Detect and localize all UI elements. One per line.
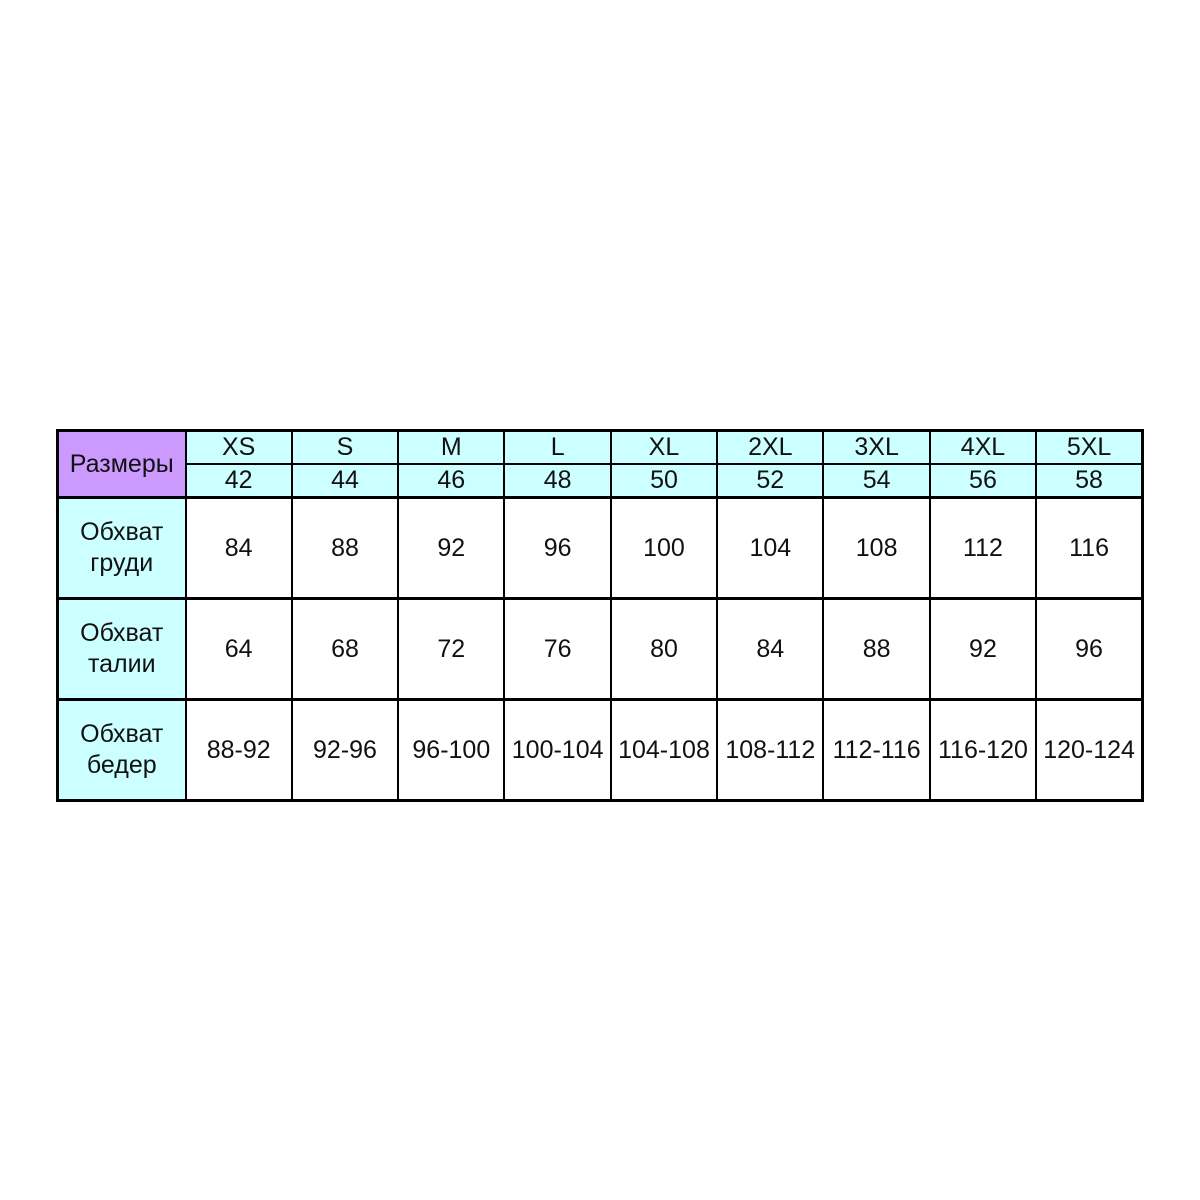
hips-value: 92-96 xyxy=(292,700,398,801)
chest-row-label: Обхват груди xyxy=(58,498,186,599)
waist-value: 84 xyxy=(717,599,823,700)
size-header-m: M xyxy=(398,431,504,465)
size-header-l: L xyxy=(504,431,610,465)
chest-value: 88 xyxy=(292,498,398,599)
chest-value: 84 xyxy=(186,498,292,599)
chest-value: 104 xyxy=(717,498,823,599)
chest-value: 92 xyxy=(398,498,504,599)
waist-value: 96 xyxy=(1036,599,1142,700)
hips-value: 96-100 xyxy=(398,700,504,801)
hips-value: 88-92 xyxy=(186,700,292,801)
size-number-50: 50 xyxy=(611,464,717,498)
size-number-46: 46 xyxy=(398,464,504,498)
size-numbers-row xyxy=(58,464,1143,498)
waist-row-label: Обхват талии xyxy=(58,599,186,700)
size-header-3xl: 3XL xyxy=(823,431,929,465)
chest-value: 100 xyxy=(611,498,717,599)
size-chart-table xyxy=(56,429,1144,802)
chest-value: 108 xyxy=(823,498,929,599)
sizes-corner-cell: Размеры xyxy=(58,431,186,498)
hips-value: 108-112 xyxy=(717,700,823,801)
size-number-54: 54 xyxy=(823,464,929,498)
hips-value: 116-120 xyxy=(930,700,1036,801)
size-header-2xl: 2XL xyxy=(717,431,823,465)
size-header-s: S xyxy=(292,431,398,465)
waist-value: 88 xyxy=(823,599,929,700)
size-header-xl: XL xyxy=(611,431,717,465)
size-number-58: 58 xyxy=(1036,464,1142,498)
size-number-56: 56 xyxy=(930,464,1036,498)
size-header-5xl: 5XL xyxy=(1036,431,1142,465)
chest-value: 96 xyxy=(504,498,610,599)
waist-value: 72 xyxy=(398,599,504,700)
waist-value: 68 xyxy=(292,599,398,700)
hips-value: 120-124 xyxy=(1036,700,1142,801)
size-number-52: 52 xyxy=(717,464,823,498)
chest-value: 112 xyxy=(930,498,1036,599)
hips-row-label: Обхват бедер xyxy=(58,700,186,801)
waist-value: 80 xyxy=(611,599,717,700)
size-header-xs: XS xyxy=(186,431,292,465)
size-number-48: 48 xyxy=(504,464,610,498)
hips-value: 100-104 xyxy=(504,700,610,801)
size-letters-row xyxy=(58,431,1143,465)
size-number-42: 42 xyxy=(186,464,292,498)
waist-value: 76 xyxy=(504,599,610,700)
waist-value: 92 xyxy=(930,599,1036,700)
hips-value: 104-108 xyxy=(611,700,717,801)
chest-value: 116 xyxy=(1036,498,1142,599)
waist-value: 64 xyxy=(186,599,292,700)
hips-value: 112-116 xyxy=(823,700,929,801)
hips-row xyxy=(58,700,1143,801)
chest-row xyxy=(58,498,1143,599)
size-header-4xl: 4XL xyxy=(930,431,1036,465)
size-number-44: 44 xyxy=(292,464,398,498)
waist-row xyxy=(58,599,1143,700)
